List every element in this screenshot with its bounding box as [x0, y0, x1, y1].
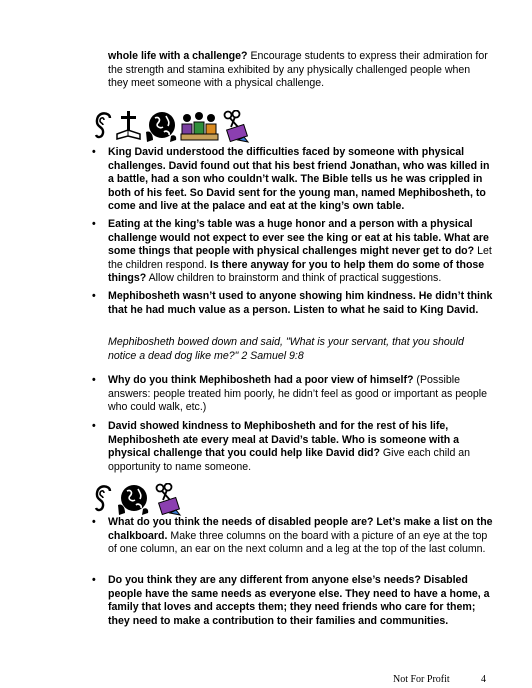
bullet-4-bold-text: Why do you think Mephibosheth had a poor view of himself? — [108, 374, 414, 386]
bullet-marker: • — [92, 374, 96, 386]
children-group-icon — [180, 110, 220, 142]
bullet-7-bold-text: Do you think they are any different from anyone else’s needs? Disabled people have the same needs as everyone else. They need to have a home, a family that loves and accepts them; they need friends who care for them; they need to make a contribution to their families and communities. — [108, 574, 490, 627]
bullet-3-bold-text: Mephibosheth wasn’t used to anyone showing him kindness. He didn’t think that he had much value as a person. Listen to what he said to King David. — [108, 290, 493, 316]
bullet-2-normal-text-2: Allow children to brainstorm and think of practical suggestions. — [146, 272, 442, 285]
intro-paragraph — [108, 50, 492, 91]
bullet-5-normal-text: Give each child an opportunity to name someone. — [108, 447, 471, 473]
bullet-6-bold-text: What do you think the needs of disabled people are? Let’s make a list on the chalkboard. — [108, 516, 493, 542]
bullet-5-bold-text: David showed kindness to Mephibosheth and for the rest of his life, Mephibosheth ate every meal at David’s table. Who is someone with a physical challenge that you could help like David did? — [108, 420, 460, 460]
ear-icon — [92, 110, 116, 142]
bullet-6-normal-text: Make three columns on the board with a picture of an eye at the top of one column, an ear on the next column and a leg at the top of the last column. — [108, 529, 488, 556]
bullet-marker: • — [92, 218, 96, 230]
bullet-marker: • — [92, 290, 96, 302]
craft-scissors-icon — [222, 110, 252, 144]
scripture-quote: Mephibosheth bowed down and said, "What is your servant, that you should notice a dead dog like me?" 2 Samuel 9:8 — [108, 336, 464, 362]
globe-with-hands-icon — [144, 110, 178, 144]
bullet-marker: • — [92, 574, 96, 586]
bullet-item-7 — [92, 574, 494, 628]
footer-label: Not For Profit — [393, 674, 450, 685]
bullet-item-4 — [92, 374, 494, 415]
bullet-marker: • — [92, 146, 96, 158]
bullet-item-5 — [92, 420, 494, 474]
bullet-item-2 — [92, 218, 494, 286]
ear-icon — [92, 483, 116, 515]
cross-on-book-icon — [116, 110, 142, 142]
bullet-item-6 — [92, 516, 494, 557]
bullet-2-bold-text-2: Is there anyway for you to help them do some of those things? — [108, 258, 485, 285]
bullet-item-3 — [92, 290, 494, 317]
bullet-2-normal-text: Let the children respond. — [108, 245, 492, 271]
bullet-item-1 — [92, 146, 494, 214]
intro-normal-text: Encourage students to express their admiration for the strength and stamina exhibited by any physically challenged people when they meet someone with a physical challenge. — [108, 50, 488, 90]
bullet-1-bold-text: King David understood the difficulties faced by someone with physical challenges. David found out that his best friend Jonathan, who was killed in a battle, had a son who couldn’t walk. The Bible tells us he was crippled in both of his feet. So David sent for the young man, named Mephibosheth, to come and live at the palace and eat at the king’s own table. — [108, 146, 490, 213]
page-number: 4 — [481, 674, 486, 685]
activity-icons-row-1 — [92, 110, 252, 150]
globe-with-hands-icon — [116, 483, 150, 517]
bullet-marker: • — [92, 516, 96, 528]
bullet-4-normal-text: (Possible answers: people treated him poorly, he didn’t feel as good or important as people who could walk, etc.) — [108, 374, 488, 414]
bullet-marker: • — [92, 420, 96, 432]
bullet-2-bold-text: Eating at the king’s table was a huge honor and a person with a physical challenge would not expect to ever see the king or eat at his table. What are some things that people with physical challenges might never get to do? — [108, 218, 489, 258]
craft-scissors-icon — [154, 483, 184, 517]
intro-bold-text: whole life with a challenge? — [108, 50, 248, 62]
